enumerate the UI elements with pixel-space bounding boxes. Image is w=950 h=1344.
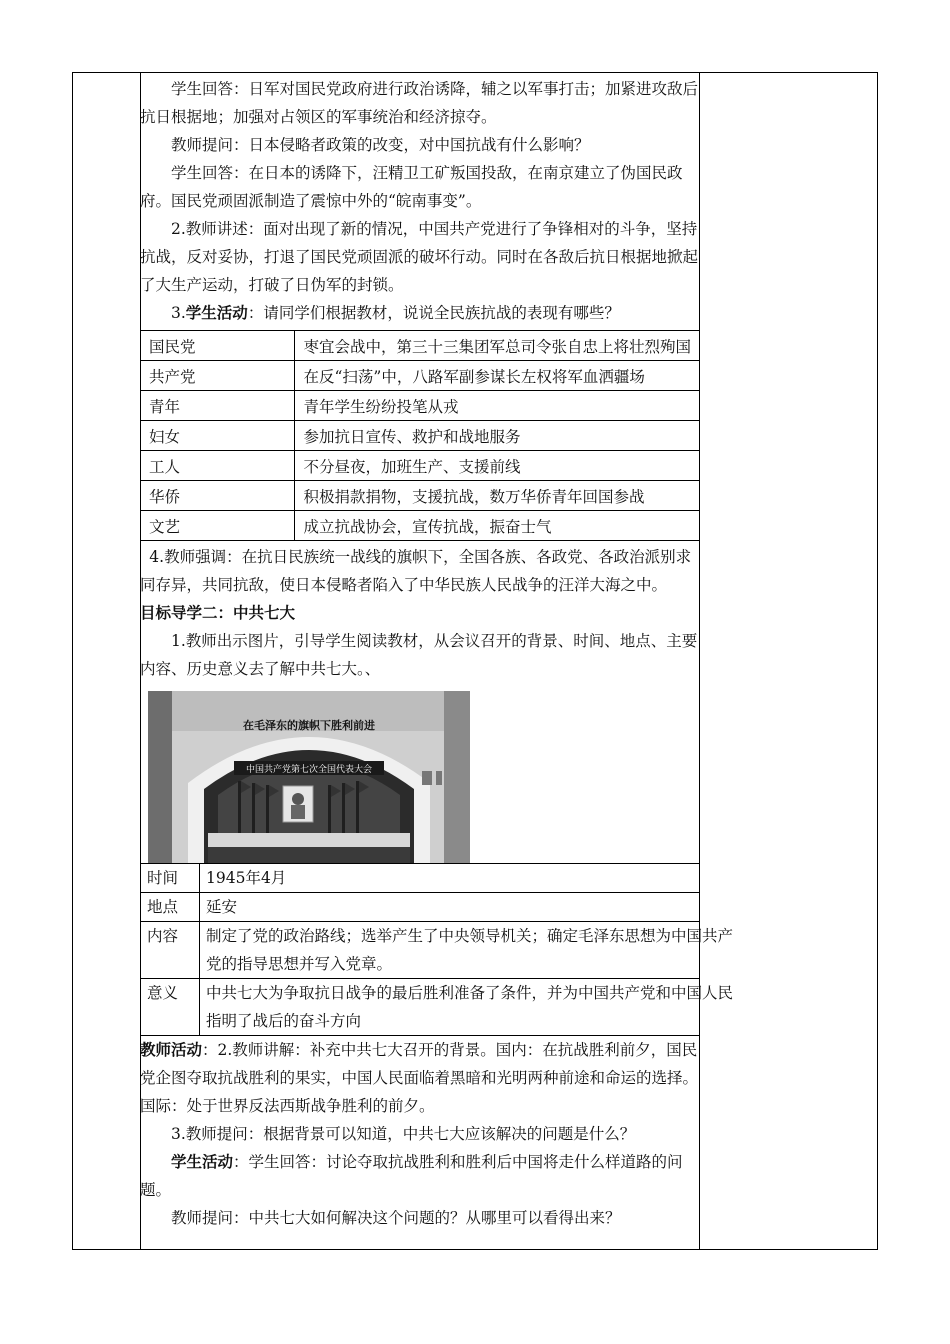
- contribution-group: 文艺: [141, 511, 295, 541]
- congress-summary-key: 地点: [141, 893, 200, 922]
- contribution-group: 妇女: [141, 421, 295, 451]
- congress-summary-key: 时间: [141, 864, 200, 893]
- paragraph-student-answer-2: 学生回答：在日本的诱降下，汪精卫工矿叛国投敌，在南京建立了伪国民政府。国民党顽固派制造了震惊中外的“皖南事变”。: [140, 164, 683, 210]
- contribution-description: 积极捐款捐物，支援抗战，数万华侨青年回国参战: [295, 481, 700, 511]
- section-heading-goal-2: 目标导学二：中共七大: [140, 603, 296, 622]
- congress-summary-value-text: 延安: [206, 898, 238, 916]
- congress-summary-key: 意义: [141, 979, 200, 1036]
- congress-summary-value: [200, 979, 734, 1036]
- paragraph-teacher-narration: 2.教师讲述：面对出现了新的情况，中国共产党进行了争锋相对的斗争，坚持抗战，反对妥协，打退了国民党顽固派的破坏行动。同时在各敌后抗日根据地掀起了大生产运动，打破了日伪军的封锁。: [140, 220, 699, 294]
- congress-summary-table: [140, 863, 734, 1036]
- paragraph-student-activity-2: 学生活动：学生回答：讨论夺取抗战胜利和胜利后中国将走什么样道路的问题。: [140, 1152, 683, 1199]
- contribution-group: 华侨: [141, 481, 295, 511]
- paragraph-teacher-shows-picture: 1.教师出示图片，引导学生阅读教材，从会议召开的背景、时间、地点、主要内容、历史意义去了解中共七大。、: [140, 632, 698, 678]
- contribution-description: 成立抗战协会，宣传抗战，振奋士气: [295, 511, 700, 541]
- paragraph-teacher-question-3: 教师提问：中共七大如何解决这个问题的？从哪里可以看得出来？: [171, 1209, 621, 1227]
- contribution-row: [141, 511, 700, 541]
- congress-summary-value-text: 制定了党的政治路线；选举产生了中央领导机关；确定毛泽东思想为中国共产党的指导思想并写入党章。: [206, 927, 734, 973]
- contribution-description: 枣宜会战中，第三十三集团军总司令张自忠上将壮烈殉国: [295, 331, 700, 361]
- congress-banner-text: 中国共产党第七次全国代表大会: [245, 765, 373, 775]
- contribution-row: [141, 451, 700, 481]
- contribution-row: [141, 361, 700, 391]
- paragraph-teacher-activity: 教师活动：2.教师讲解：补充中共七大召开的背景。国内：在抗战胜利前夕，国民党企图夺取抗战胜利的果实，中国人民面临着黑暗和光明两种前途和命运的选择。国际：处于世界反法西斯战争胜利的前夕。: [140, 1040, 699, 1115]
- contribution-description: 在反“扫荡”中，八路军副参谋长左权将军血洒疆场: [295, 361, 700, 391]
- congress-arch-text: 在毛泽东的旗帜下胜利前进: [243, 719, 375, 732]
- congress-summary-row: [141, 864, 700, 893]
- congress-summary-value: [200, 922, 734, 979]
- contribution-group: 共产党: [141, 361, 295, 391]
- congress-photo: [148, 691, 470, 863]
- contribution-description: 不分昼夜，加班生产、支援前线: [295, 451, 700, 481]
- contribution-description: 青年学生纷纷投笔从戎: [295, 391, 700, 421]
- contribution-table: [140, 330, 700, 541]
- main-content: [140, 72, 734, 1232]
- congress-summary-value-text: 中共七大为争取抗日战争的最后胜利准备了条件，并为中国共产党和中国人民指明了战后的奋斗方向: [206, 984, 734, 1030]
- congress-summary-value: [200, 893, 700, 922]
- paragraph-student-answer-1: 学生回答：日军对国民党政府进行政治诱降，辅之以军事打击；加紧进攻敌后抗日根据地；加强对占领区的军事统治和经济掠夺。: [140, 80, 699, 126]
- congress-photo-image: [148, 691, 470, 863]
- contribution-group: 青年: [141, 391, 295, 421]
- contribution-group: 国民党: [141, 331, 295, 361]
- paragraph-teacher-emphasis: 4.教师强调：在抗日民族统一战线的旗帜下，全国各族、各政党、各政治派别求同存异，共同抗敌，使日本侵略者陷入了中华民族人民战争的汪洋大海之中。: [140, 548, 692, 594]
- contribution-group: 工人: [141, 451, 295, 481]
- contribution-description: 参加抗日宣传、救护和战地服务: [295, 421, 700, 451]
- paragraph-student-activity: 3.学生活动：请同学们根据教材，说说全民族抗战的表现有哪些？: [171, 303, 620, 322]
- contribution-row: [141, 421, 700, 451]
- paragraph-teacher-question-1: 教师提问：日本侵略者政策的改变，对中国抗战有什么影响？: [171, 136, 590, 154]
- congress-summary-value-text: 1945年4月: [206, 869, 287, 887]
- congress-summary-value: [200, 864, 700, 893]
- contribution-row: [141, 331, 700, 361]
- congress-summary-key: 内容: [141, 922, 200, 979]
- congress-summary-row: [141, 979, 700, 1036]
- congress-summary-row: [141, 893, 700, 922]
- congress-summary-row: [141, 922, 700, 979]
- paragraph-teacher-question-2: 3.教师提问：根据背景可以知道，中共七大应该解决的问题是什么？: [171, 1125, 636, 1143]
- contribution-row: [141, 481, 700, 511]
- contribution-row: [141, 391, 700, 421]
